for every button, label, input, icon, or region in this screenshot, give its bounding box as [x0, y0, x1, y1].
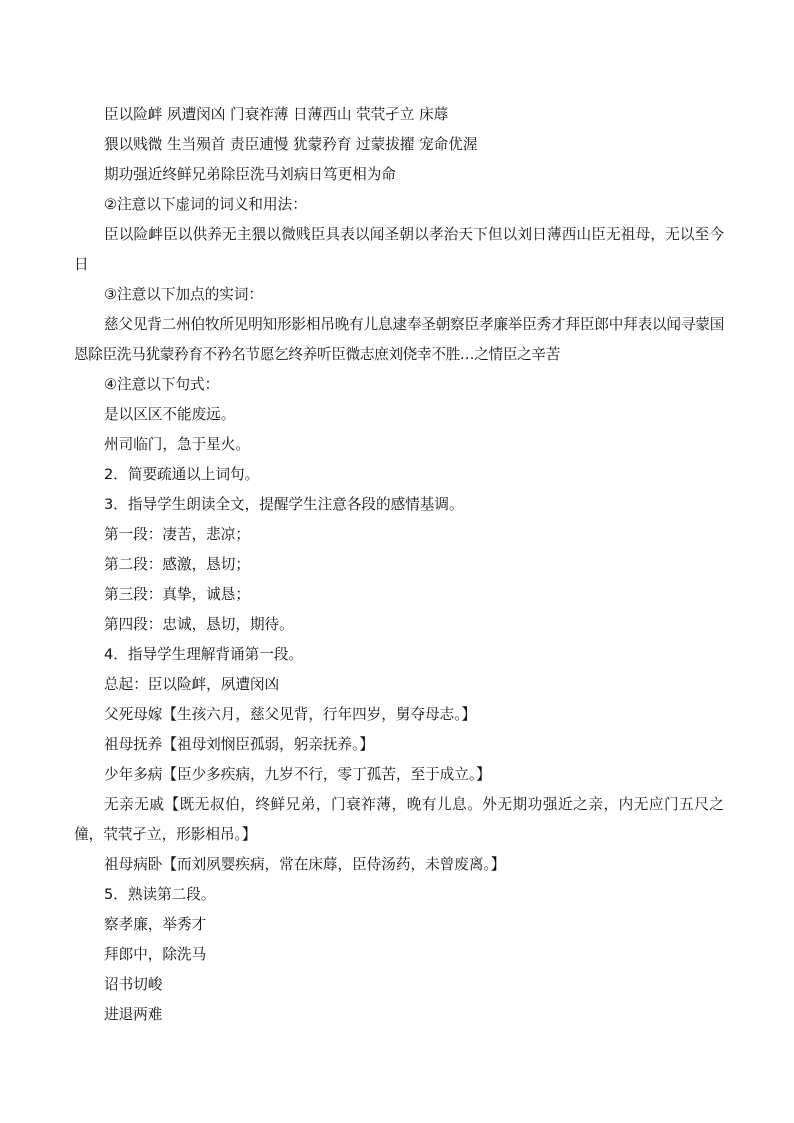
text-line: 祖母抚养【祖母刘悯臣孤弱，躬亲抚养。】	[104, 736, 374, 753]
numbered-item: 3．指导学生朗读全文，提醒学生注意各段的感情基调。	[104, 496, 464, 513]
text-line: 祖母病卧【而刘夙婴疾病，常在床蓐，臣侍汤药，未曾废离。】	[104, 856, 506, 873]
text-paragraph: 慈父见背二州伯牧所见明知形影相吊晚有儿息逮奉圣朝察臣孝廉举臣秀才拜臣郎中拜表以闻寻蒙国恩除臣洗马犹蒙矜育不矜名节愿乞终养听臣微志庶刘侥幸不胜…之情臣之辛苦	[74, 316, 724, 363]
numbered-item: 4．指导学生理解背诵第一段。	[104, 646, 304, 663]
text-line: 父死母嫁【生孩六月，慈父见背，行年四岁，舅夺母志。】	[104, 706, 477, 723]
text-line: 是以区区不能废远。	[104, 406, 236, 423]
numbered-item: 5．熟读第二段。	[104, 886, 216, 903]
text-line: 臣以险衅 夙遭闵凶 门衰祚薄 日薄西山 茕茕孑立 床蓐	[104, 106, 449, 123]
text-line: 第三段：真挚，诚恳；	[104, 586, 250, 603]
text-line: 拜郎中，除洗马	[104, 946, 207, 963]
text-line: 猥以贱微 生当殒首 责臣逋慢 犹蒙矜育 过蒙拔擢 宠命优渥	[104, 136, 478, 153]
text-line: 期功强近终鲜兄弟除臣洗马刘病日笃更相为命	[104, 166, 396, 183]
numbered-item: 2．简要疏通以上词句。	[104, 466, 260, 483]
text-line: 少年多病【臣少多疾病，九岁不行，零丁孤苦，至于成立。】	[104, 766, 491, 783]
section-heading: ④注意以下句式：	[104, 376, 220, 393]
text-line: 第四段：忠诚，恳切，期待。	[104, 616, 294, 633]
section-heading: ③注意以下加点的实词：	[104, 286, 264, 303]
document-body	[74, 100, 724, 1030]
text-paragraph: 臣以险衅臣以供养无主猥以微贱臣具表以闻圣朝以孝治天下但以刘日薄西山臣无祖母，无以至今日	[74, 226, 724, 273]
text-line: 总起：臣以险衅，夙遭闵凶	[104, 676, 280, 693]
section-heading: ②注意以下虚词的词义和用法：	[104, 196, 307, 213]
text-paragraph: 无亲无戚【既无叔伯，终鲜兄弟，门衰祚薄，晚有儿息。外无期功强近之亲，内无应门五尺之僮，茕茕孑立，形影相吊。】	[74, 796, 724, 843]
text-line: 州司临门，急于星火。	[104, 436, 250, 453]
text-line: 进退两难	[104, 1006, 163, 1023]
text-line: 察孝廉，举秀才	[104, 916, 207, 933]
text-line: 诏书切峻	[104, 976, 163, 993]
text-line: 第二段：感激，恳切；	[104, 556, 250, 573]
text-line: 第一段：凄苦，悲凉；	[104, 526, 250, 543]
